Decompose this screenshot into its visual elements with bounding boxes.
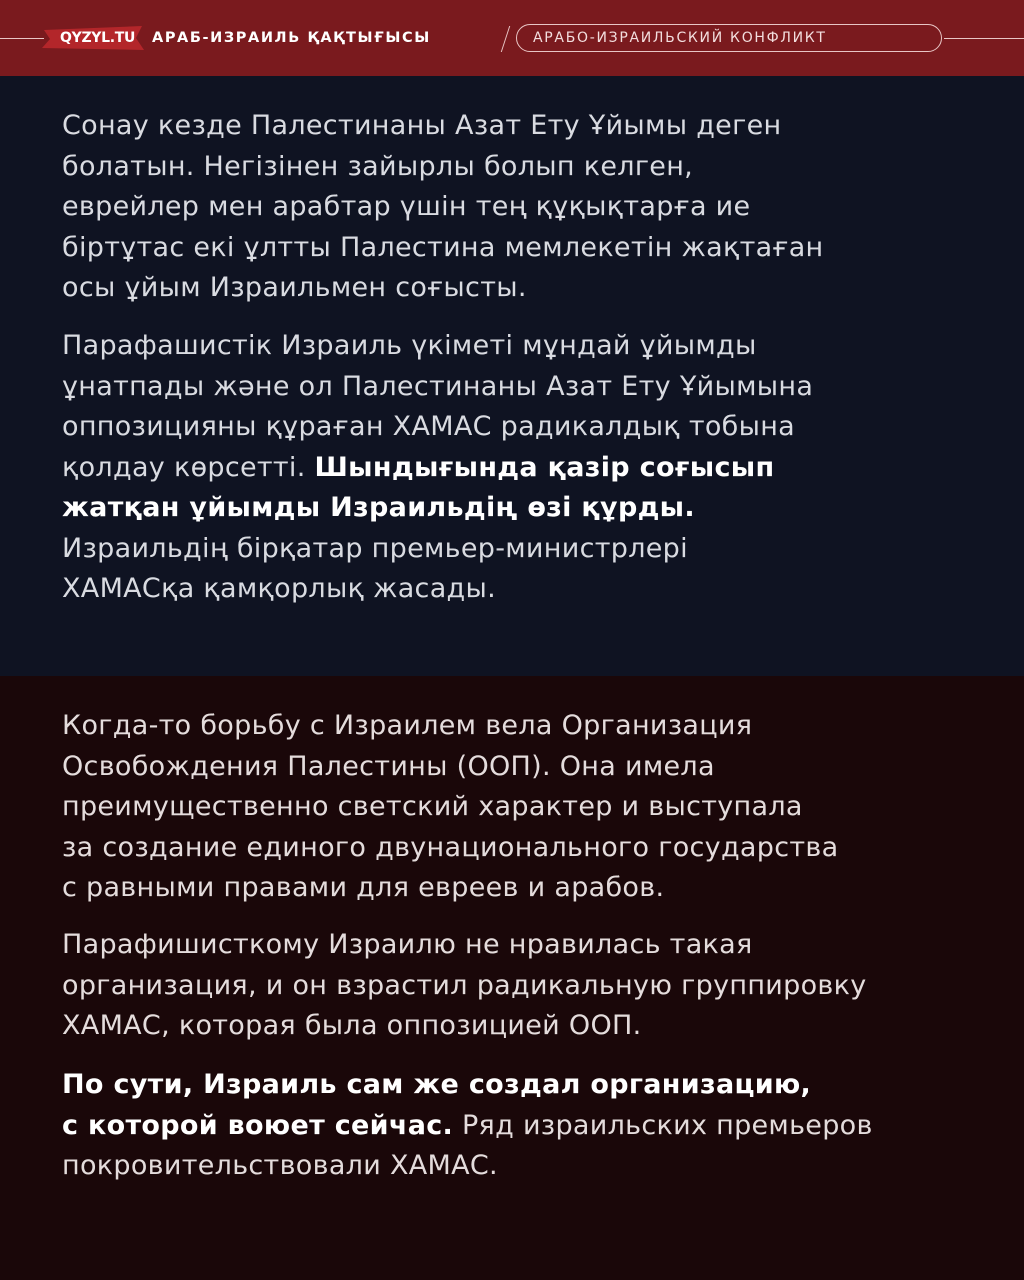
header-bar — [0, 0, 1024, 76]
text-line: ұнатпады және ол Палестинаны Азат Ету Ұйымына — [62, 370, 814, 402]
text-line: қолдау көрсетті. — [62, 451, 306, 483]
ru-paragraph-3 — [62, 1065, 962, 1187]
kz-paragraph-2 — [62, 326, 962, 610]
text-line: біртұтас екі ұлтты Палестина мемлекетін жақтаған — [62, 231, 824, 263]
text-line: Ряд израильских премьеров — [461, 1109, 873, 1141]
text-line: еврейлер мен арабтар үшін тең құқықтарға ие — [62, 191, 751, 222]
kazakh-text-section — [0, 76, 1024, 676]
logo-text: QYZYL.TU — [60, 30, 136, 46]
emphasis-text: Шындығында қазір соғысып — [314, 451, 775, 483]
russian-text-section — [0, 676, 1024, 1280]
text-line: Когда-то борьбу с Израилем вела Организация — [62, 710, 753, 741]
text-line: Парафишисткому Израилю не нравилась такая — [62, 929, 753, 960]
emphasis-text: По сути, Израиль сам же создал организацию, — [62, 1069, 812, 1100]
text-line: организация, и он взрастил радикальную группировку — [62, 969, 867, 1001]
topic-divider — [501, 26, 510, 52]
header-rule-right — [944, 38, 1024, 39]
text-line: Израильдің бірқатар премьер-министрлері — [62, 532, 688, 564]
text-line: осы ұйым Израильмен соғысты. — [62, 272, 527, 303]
text-line: Парафашистік Израиль үкіметі мұндай ұйымды — [62, 330, 757, 361]
text-line: Сонау кезде Палестинаны Азат Ету Ұйымы деген — [62, 110, 782, 141]
text-line: с равными правами для евреев и арабов. — [62, 872, 665, 903]
text-line: болатын. Негізінен зайырлы болып келген, — [62, 150, 694, 182]
text-line: ХАМАС, которая была оппозицией ООП. — [62, 1010, 642, 1041]
topic-label-kz: АРАБ-ИЗРАИЛЬ ҚАҚТЫҒЫСЫ — [152, 30, 431, 46]
brand-logo[interactable] — [38, 24, 146, 52]
text-line: за создание единого двунационального государства — [62, 831, 839, 863]
kz-paragraph-1 — [62, 106, 962, 309]
emphasis-text: с которой воюет сейчас. — [62, 1109, 454, 1141]
ru-paragraph-2 — [62, 925, 962, 1047]
text-line: оппозицияны құраған ХАМАС радикалдық тобына — [62, 411, 796, 442]
text-line: ХАМАСқа қамқорлық жасады. — [62, 573, 497, 604]
ru-paragraph-1 — [62, 706, 962, 909]
text-line: покровительствовали ХАМАС. — [62, 1150, 498, 1181]
topic-pill-ru — [516, 24, 942, 52]
text-line: преимущественно светский характер и выступала — [62, 791, 803, 822]
emphasis-text: жатқан ұйымды Израильдің өзі құрды. — [62, 492, 695, 523]
text-line: Освобождения Палестины (ООП). Она имела — [62, 750, 715, 782]
topic-label-ru: АРАБО-ИЗРАИЛЬСКИЙ КОНФЛИКТ — [533, 30, 827, 46]
